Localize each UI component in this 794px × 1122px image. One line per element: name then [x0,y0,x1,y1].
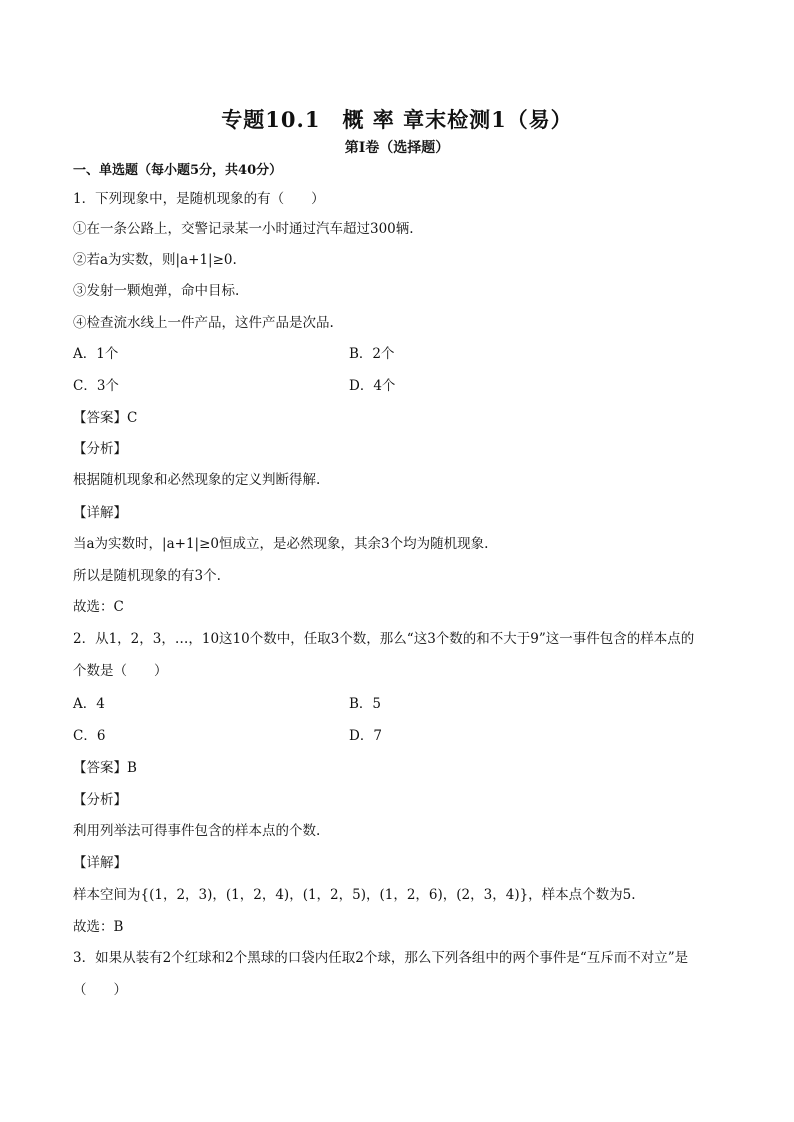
question-1-option-c: C．3个 [73,378,119,394]
question-2-analysis: 利用列举法可得事件包含的样本点的个数. [73,823,321,839]
question-2-option-c: C．6 [73,728,106,744]
question-2-choice: 故选：B [73,919,124,935]
question-1-item-1: ①在一条公路上，交警记录某一小时通过汽车超过300辆. [73,221,414,237]
question-2-detail-label: 【详解】 [73,855,127,871]
question-2-option-b: B．5 [349,696,382,712]
document-title: 专题10.1 概 率 章末检测1（易） [221,107,573,132]
question-1-analysis-label: 【分析】 [73,441,127,457]
question-2-detail-1: 样本空间为{(1，2，3)，(1，2，4)，(1，2，5)，(1，2，6)，(2，3，4)}，样本点个数为5. [73,887,636,903]
question-2-answer: 【答案】B [73,760,137,776]
question-1-stem: 1．下列现象中，是随机现象的有（ ） [73,191,325,207]
question-1-detail-label: 【详解】 [73,505,127,521]
question-3-stem-line-2: （ ） [73,982,127,998]
question-1-option-a: A．1个 [73,346,119,362]
question-2-stem-line-1: 2．从1，2，3，…，10这10个数中，任取3个数，那么“这3个数的和不大于9”这一事件包含的样本点的 [73,631,695,647]
question-2-option-a: A．4 [73,696,105,712]
question-1-item-4: ④检查流水线上一件产品，这件产品是次品. [73,315,334,331]
question-1-option-b: B．2个 [349,346,395,362]
question-1-item-2: ②若a为实数，则|a+1|≥0. [73,252,237,268]
question-1-answer: 【答案】C [73,410,138,426]
question-1-detail-1: 当a为实数时，|a+1|≥0恒成立，是必然现象，其余3个均为随机现象. [73,536,489,552]
question-2-option-d: D．7 [349,728,382,744]
question-1-detail-2: 所以是随机现象的有3个. [73,568,221,584]
question-1-item-3: ③发射一颗炮弹，命中目标. [73,283,240,299]
document-subtitle: 第I卷（选择题） [344,140,450,156]
section-heading: 一、单选题（每小题5分，共40分） [73,163,283,178]
question-1-option-d: D．4个 [349,378,396,394]
question-2-stem-line-2: 个数是（ ） [73,663,168,679]
question-1-choice: 故选：C [73,599,124,615]
question-1-analysis: 根据随机现象和必然现象的定义判断得解. [73,472,321,488]
question-3-stem-line-1: 3．如果从装有2个红球和2个黑球的口袋内任取2个球，那么下列各组中的两个事件是“互斥而不对立”是 [73,950,689,966]
question-2-analysis-label: 【分析】 [73,792,127,808]
